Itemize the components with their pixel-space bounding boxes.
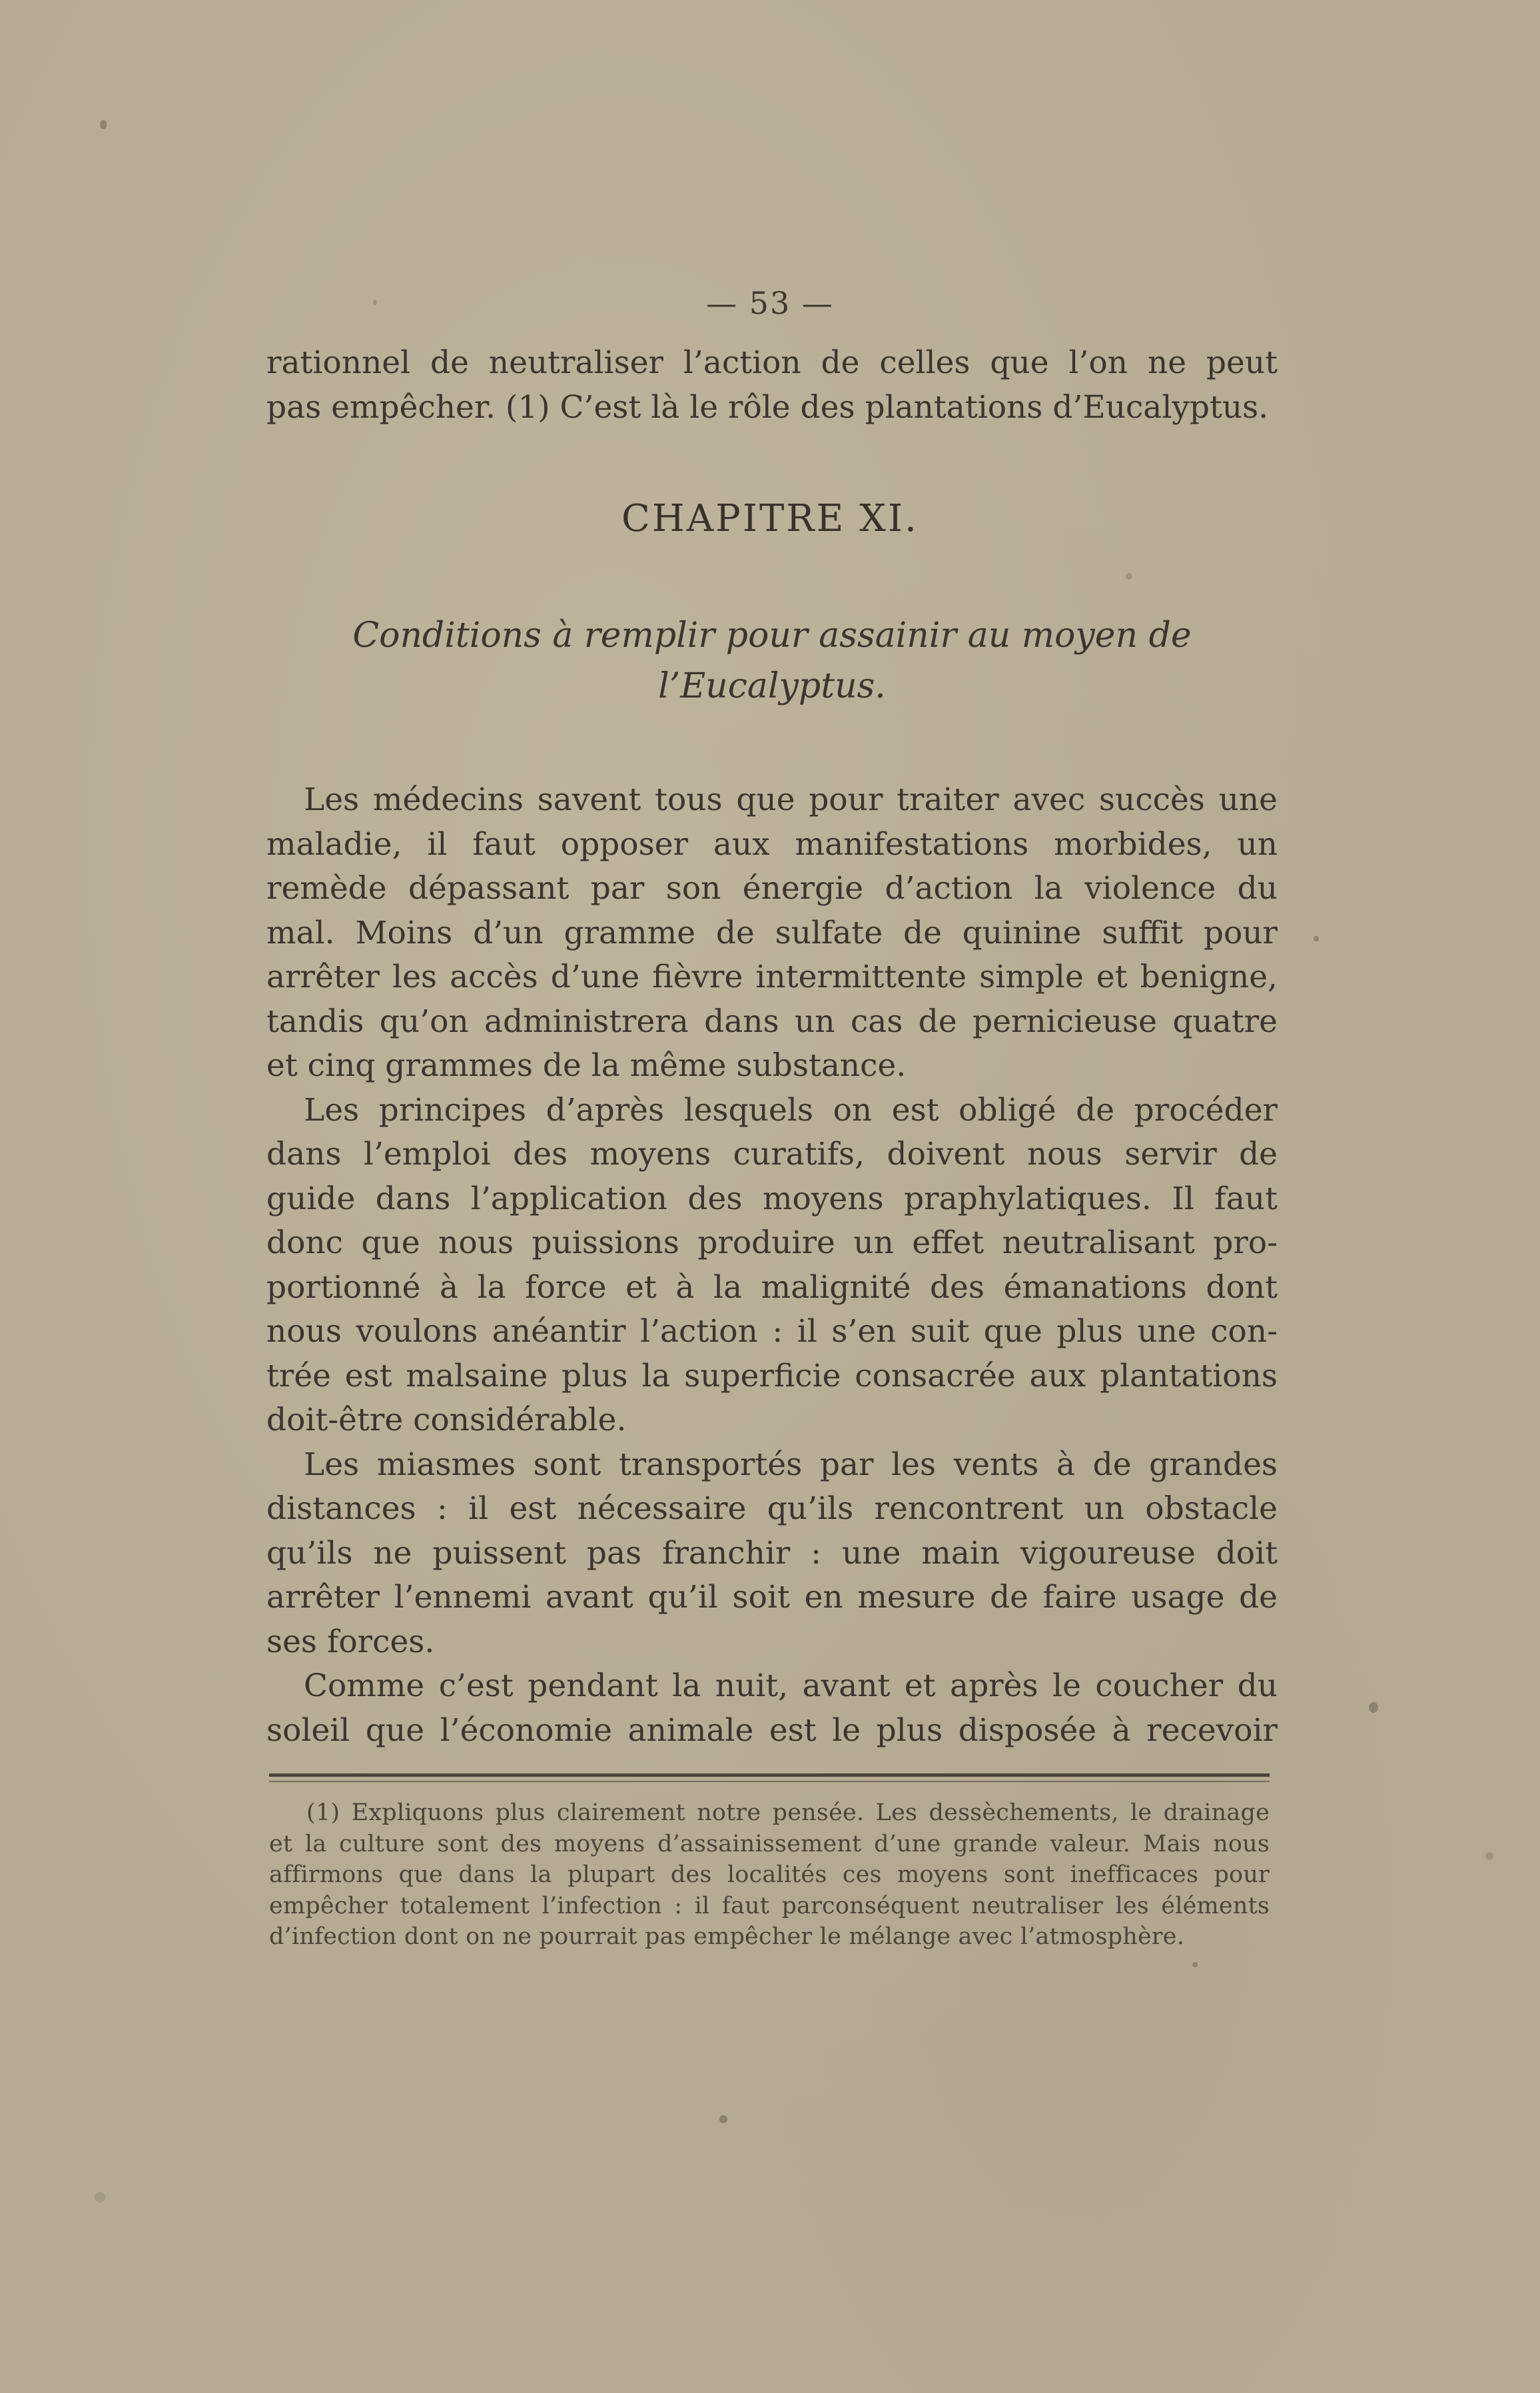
text-line: nous voulons anéantir l’action : il s’en suit que plus une con- [266,1313,1278,1350]
opening-paragraph [266,341,1278,430]
paper-speck [100,120,107,129]
chapter-heading: CHAPITRE XI. [621,497,919,540]
text-line: Les médecins savent tous que pour traiter avec succès une [304,781,1278,818]
text-line: arrêter les accès d’une fièvre intermittente simple et benigne, [266,959,1278,995]
chapter-subtitle [266,610,1278,712]
footnote-separator-thin [269,1781,1270,1782]
text-line: Les principes d’après lesquels on est obligé de procéder [304,1091,1278,1129]
paper-speck [1369,1702,1378,1713]
text-line: et cinq grammes de la même substance. [266,1047,907,1084]
subtitle-line: Conditions à remplir pour assainir au moyen de [352,616,1192,656]
text-line: remède dépassant par son énergie d’action la violence du [266,870,1278,907]
text-line: mal. Moins d’un gramme de sulfate de quinine suffit pour [266,914,1278,951]
text-line: arrêter l’ennemi avant qu’il soit en mesure de faire usage de [266,1579,1278,1616]
paper-speck [1126,573,1132,580]
text-line: pas empêcher. (1) C’est là le rôle des plantations d’Eucalyptus. [266,388,1269,426]
text-line: rationnel de neutraliser l’action de celles que l’on ne peut [266,344,1278,381]
text-line: doit-être considérable. [266,1402,627,1438]
text-line: trée est malsaine plus la superficie consacrée aux plantations [266,1357,1278,1394]
text-line: dans l’emploi des moyens curatifs, doivent nous servir de [266,1136,1278,1173]
text-line: ses forces. [266,1623,435,1660]
footnote-line: et la culture sont des moyens d’assainissement d’une grande valeur. Mais nous [269,1830,1270,1857]
text-line: Les miasmes sont transportés par les vents à de grandes [304,1446,1278,1483]
paragraph [266,1089,1278,1443]
paper-speck [1485,1852,1493,1860]
text-line: Comme c’est pendant la nuit, avant et après le coucher du [304,1668,1278,1704]
footnote-separator [269,1773,1270,1777]
text-line: tandis qu’on administrera dans un cas de pernicieuse quatre [266,1003,1278,1040]
footnote [269,1797,1270,1953]
text-line: donc que nous puissions produire un effet neutralisant pro- [266,1224,1278,1261]
paper-speck [1192,1962,1198,1967]
text-line: maladie, il faut opposer aux manifestations morbides, un [266,825,1278,863]
body-text [266,778,1278,1753]
paragraph [266,778,1278,1089]
paragraph [266,1664,1278,1753]
footnote-line: d’infection dont on ne pourrait pas empêcher le mélange avec l’atmosphère. [269,1923,1185,1950]
paper-speck [95,2192,105,2202]
footnote-line: empêcher totalement l’infection : il faut parconséquent neutraliser les éléments [269,1892,1270,1919]
text-line: portionné à la force et à la malignité des émanations dont [266,1268,1278,1306]
text-line: soleil que l’économie animale est le plus disposée à recevoir [266,1711,1278,1749]
page-number: — 53 — [706,285,834,321]
footnote-line: affirmons que dans la plupart des localités ces moyens sont inefficaces pour [269,1861,1270,1888]
paper-speck [1314,936,1319,941]
text-line: qu’ils ne puissent pas franchir : une main vigoureuse doit [266,1534,1278,1572]
paragraph [266,1443,1278,1665]
text-line: guide dans l’application des moyens praphylatiques. Il faut [266,1180,1278,1217]
paper-speck [719,2115,727,2123]
subtitle-line: l’Eucalyptus. [658,666,886,706]
footnote-line: (1) Expliquons plus clairement notre pensée. Les dessèchements, le drainage [306,1799,1270,1826]
text-line: distances : il est nécessaire qu’ils rencontrent un obstacle [266,1490,1278,1527]
